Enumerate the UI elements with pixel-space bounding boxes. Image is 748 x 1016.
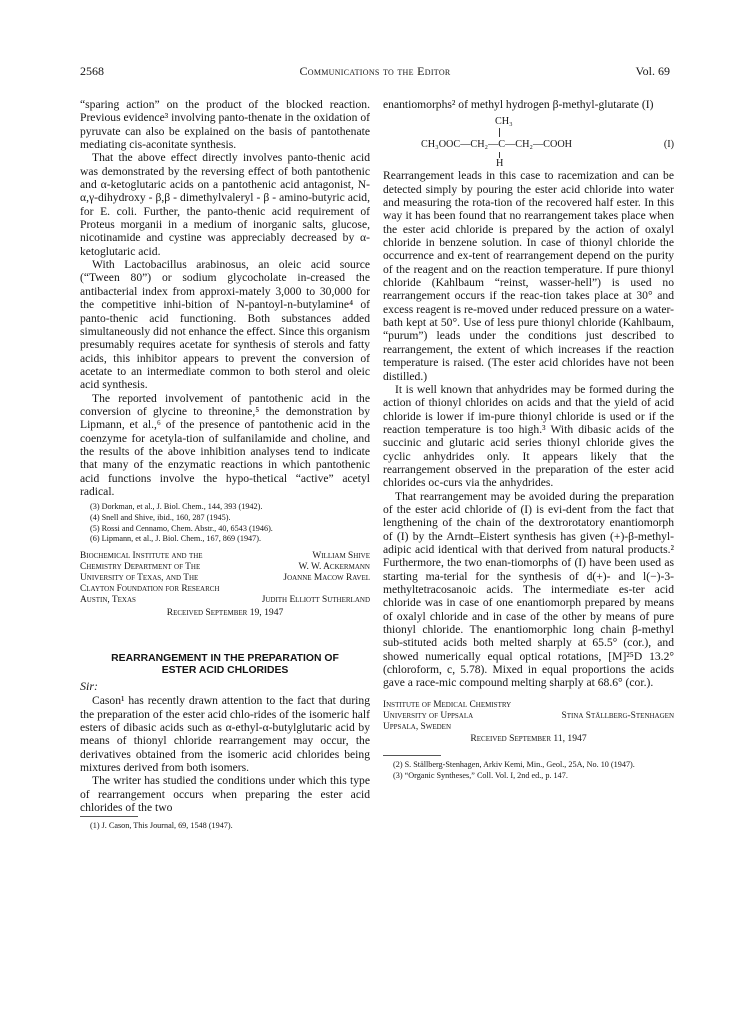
affiliation-line: [80, 551, 370, 562]
paragraph: Rearrangement leads in this case to racemization and can be detected simply by pouring the ester acid chloride into water and measuring the rota-tion of the recovered half ester. In this way it has been found that no rearrangement takes place when the ester acid chloride is prepared by the action of oxalyl chloride in benzene solution. In case of thionyl chloride the occurrence and ex-tent of rearrangement depend on the purity of the reagent and on the reaction temperature. If pure thionyl chloride (Kahlbaum “reinst, wasser-hell”) is used no rearrangement occurs if the reac-tion takes place at 30° and excess reagent is re-moved under reduced pressure on a water-bath kept at 50°. Use of less pure thionyl chloride (Kahlbaum, “purum”) leads under the conditions just described to rearrangement, the extent of which increases if the reaction temperature is raised. (The ester acid chlorides have not been distilled.): [383, 169, 674, 383]
author-name: Stina Ställberg-Stenhagen: [561, 710, 674, 721]
paragraph: That rearrangement may be avoided during the preparation of the ester acid chloride of (I) is evi-dent from the fact that lengthening of the chain of the dextrorotatory enantiomorph of (I) by the Arndt–Eistert synthesis has given (+)-β-methyl-adipic acid identical with that derived from natural products.² Furthermore, the two enan-tiomorphs of (I) have been used as starting ma-terial for the synthesis of d(+)- and l(−)-3-methyltetracosanoic acids. The intermediate es-ter acid chloride was in case of one enantiomorph prepared by means of oxalyl chloride and in case of the other by means of pure thionyl chloride. The enantiomorphic long chain β-methyl sub-stituted acids both melted sharply at 65.5° (cor.), and showed numerically equal optical rotations, [M]²⁵D 13.2° (chloroform, c, 5.78). Mixed in equal proportions the acids gave a race-mic compound melting sharply at 68.6° (cor.).: [383, 489, 674, 690]
affiliation-line: [383, 722, 674, 733]
affiliation-line: [383, 711, 674, 722]
author-name: Joanne Macow Ravel: [283, 573, 370, 584]
affiliation-institution: University of Uppsala: [383, 710, 474, 721]
footnote: (6) Lipmann, et al., J. Biol. Chem., 167, 869 (1947).: [90, 534, 262, 544]
paragraph: The writer has studied the conditions under which this type of rearrangement occurs when preparing the ester acid chlorides of the two: [80, 774, 370, 815]
received-date: Received September 19, 1947: [166, 606, 284, 618]
affiliation-institution: Chemistry Department of The: [80, 561, 201, 572]
footnote-divider: [80, 816, 138, 817]
footnote: (1) J. Cason, This Journal, 69, 1548 (1947).: [90, 821, 233, 831]
footnote-divider: [383, 755, 441, 756]
affiliation-location: Uppsala, Sweden: [383, 722, 452, 733]
volume-label: Vol. 69: [635, 64, 670, 78]
footnote: (5) Rossi and Cennamo, Chem. Abstr., 40, 6543 (1946).: [90, 523, 273, 533]
page-number: 2568: [80, 64, 104, 78]
footnote: (3) “Organic Syntheses,” Coll. Vol. I, 2nd ed., p. 147.: [393, 770, 568, 780]
affiliation-line: [80, 595, 370, 606]
affiliation-institution: Biochemical Institute and the: [80, 550, 203, 561]
bond-line: [499, 128, 501, 137]
paragraph: Cason¹ has recently drawn attention to the fact that during the preparation of the ester acid chlo-rides of the isomeric half esters of dibasic acids such as α-ethyl-α-butylglutaric acid by means of thionyl chloride rearrangement may occur, the derivatives obtained from the isomeric acid chlorides being mixtures derived from both isomers.: [80, 694, 370, 775]
paragraph: It is well known that anhydrides may be formed during the action of thionyl chlorides on acids and that the yield of acid chloride is lower if im-pure thionyl chloride is used or if the reaction temperature is too high.³ With dibasic acids of the succinic and glutaric acid series thionyl chloride gives the cyclic anhydrides only. It appears likely that the rearrangement observed in the preparation of the ester acid chlorides oc-curs via the anhydrides.: [383, 382, 674, 490]
received-date: Received September 11, 1947: [470, 733, 587, 745]
formula-main: CH₃OOC—CH₂—C—CH₂—COOH: [421, 139, 573, 151]
paragraph: “sparing action” on the product of the blocked reaction. Previous evidence³ involving panto-thenate in the oxidation of pyruvate can also be explained on the basis of pantothenate mediating cis-aconitate synthesis.: [80, 98, 370, 152]
affiliation-line: [80, 573, 370, 584]
author-name: William Shive: [312, 550, 370, 561]
paragraph: With Lactobacillus arabinosus, an oleic acid source (“Tween 80”) or sodium glycocholate in-creased the antibacterial index from approxi-mately 3,000 to 30,000 for the competitive inhi-bition of N-pantoyl-n-butylamine⁴ of panto-thenic acid functioning. Both substances added simultaneously did not enhance the effect. Since this organism presumably requires acetate for synthesis of sterols and fatty acids, this inhibitor appears to prevent the conversion of acetate to an intermediate common to both sterol and oleic acid synthesis.: [80, 258, 370, 392]
affiliation-line: [80, 562, 370, 573]
formula-label: (I): [663, 139, 674, 151]
footnote: (2) S. Ställberg-Stenhagen, Arkiv Kemi, Min., Geol., 25A, No. 10 (1947).: [393, 760, 635, 770]
right-column: [383, 98, 674, 782]
paragraph: The reported involvement of pantothenic acid in the conversion of glycine to threonine,⁵ the demonstration by Lipmann, et al.,⁶ of the presence of pantothenic acid in the coenzyme for acetyla-tion of sulfanilamide and choline, and the results of the above inhibition analyses tend to indicate that many of the enzymatic reactions in which pantothenic acid functions involve the hypo-thetical “active” acetyl radical.: [80, 391, 370, 498]
page-header: [80, 64, 670, 80]
author-name: Judith Elliott Sutherland: [261, 595, 370, 606]
affiliation-institution: University of Texas, and The: [80, 573, 199, 584]
paragraph: enantiomorphs² of methyl hydrogen β-methyl-glutarate (I): [383, 98, 654, 111]
paragraph: That the above effect directly involves panto-thenic acid was demonstrated by the reversing effect of both pantothenic and α-ketoglutaric acids on a pantothenic acid antagonist, N-α,γ-dihydroxy - β,β - dimethylvaleryl - β - amino-butyric acid, for E. coli. Further, the panto-thenic acid requirement of Proteus morganii in a medium of inorganic salts, glucose, nicotinamide and cystine was appreciably decreased by α-ketoglutaric acid.: [80, 151, 370, 258]
formula-substituent-bottom: H: [496, 158, 504, 170]
formula-substituent-top: CH₃: [495, 116, 513, 128]
footnote: (4) Snell and Shive, ibid., 160, 287 (1945).: [90, 512, 231, 522]
author-name: W. W. Ackermann: [298, 561, 370, 572]
footnote: (3) Dorkman, et al., J. Biol. Chem., 144, 393 (1942).: [90, 502, 263, 512]
left-column: [80, 98, 370, 832]
article-title: ESTER ACID CHLORIDES: [161, 664, 289, 676]
chemical-formula: [383, 111, 674, 169]
salutation: Sir:: [80, 679, 98, 694]
running-title: Communications to the Editor: [299, 64, 451, 78]
article-title: REARRANGEMENT IN THE PREPARATION OF: [111, 652, 339, 664]
affiliation-line: [383, 700, 674, 711]
affiliation-institution: Clayton Foundation for Research: [80, 584, 220, 595]
affiliation-institution: Institute of Medical Chemistry: [383, 699, 512, 710]
affiliation-line: [80, 584, 370, 595]
affiliation-location: Austin, Texas: [80, 595, 136, 606]
